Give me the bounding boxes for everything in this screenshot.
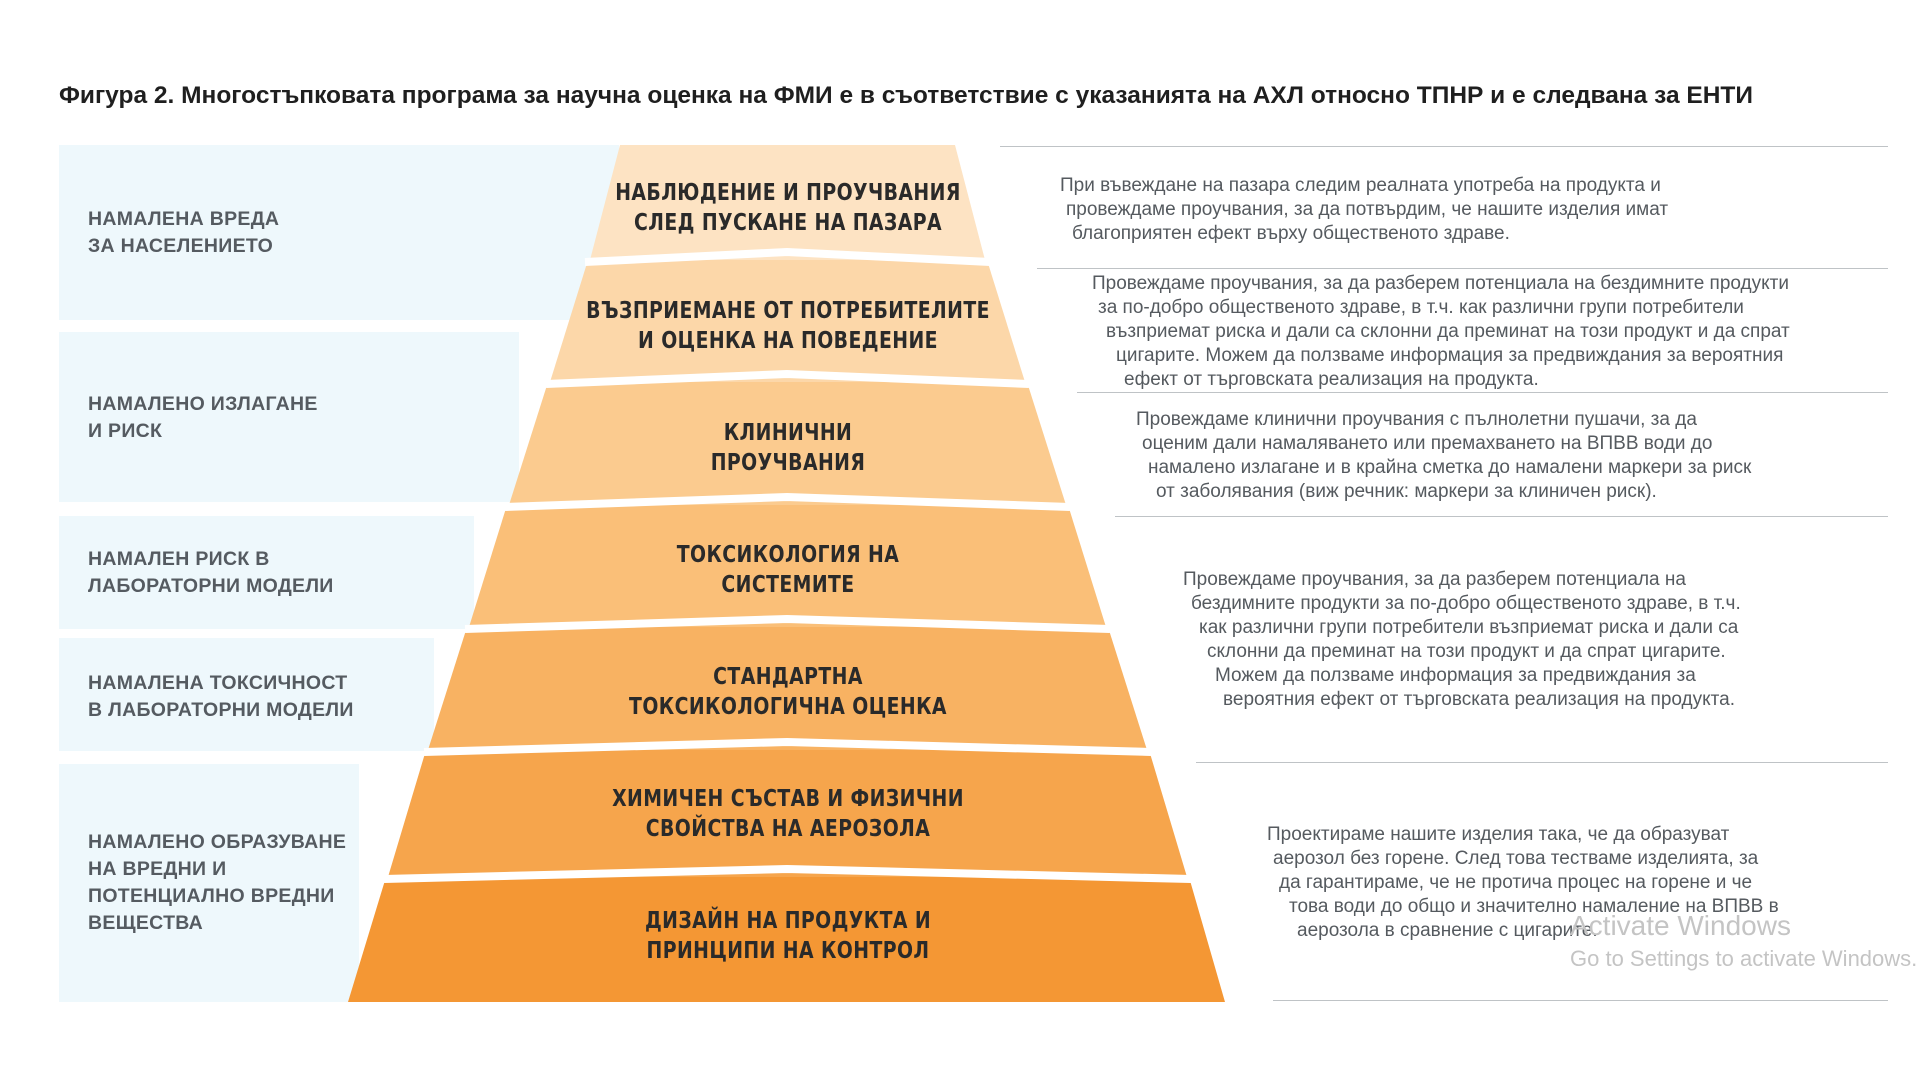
level-label-line: СТАНДАРТНА [713,664,863,690]
category-label-line: В ЛАБОРАТОРНИ МОДЕЛИ [88,699,354,721]
description-line: Проектираме нашите изделия така, че да образуват [1267,824,1730,845]
description-line: аерозол без горене. След това тестваме изделията, за [1273,848,1759,869]
description-line: При въвеждане на пазара следим реалната употреба на продукта и [1060,175,1661,196]
description-consumer-perception [1092,272,1790,392]
category-label-line: НАМАЛЕН РИСК В [88,548,270,570]
pyramid-level-7-label [645,906,931,966]
description-clinical-studies [1136,408,1751,504]
description-line: намалено излагане и в крайна сметка до намалени маркери за риск [1148,457,1752,478]
level-label-line: НАБЛЮДЕНИЕ И ПРОУЧВАНИЯ [615,180,961,206]
pyramid-level-1-label [615,178,961,238]
category-label-line: НАМАЛЕНО ИЗЛАГАНЕ [88,393,318,415]
pyramid-level-4-label [677,540,900,600]
description-line: за по-добро общественото здраве, в т.ч. как различни групи потребители [1098,297,1744,318]
description-line: Провеждаме клинични проучвания с пълнолетни пушачи, за да [1136,409,1697,430]
level-label-line: ВЪЗПРИЕМАНЕ ОТ ПОТРЕБИТЕЛИТЕ [586,298,990,324]
description-post-market [1060,174,1668,246]
figure-title: Фигура 2. Многостъпковата програма за научна оценка на ФМИ е в съответствие с указанията на АХЛ относно ТПНР и е следвана за ЕНТИ [59,82,1753,109]
description-divider [1037,268,1888,269]
activate-windows-watermark: Activate Windows [1570,910,1791,941]
pyramid-level-6-label [612,784,964,844]
category-label-line: НАМАЛЕНО ОБРАЗУВАНЕ [88,831,347,853]
description-divider [1115,516,1888,517]
description-line: склонни да преминат на този продукт и да спрат цигарите. [1207,641,1726,662]
description-line: от заболявания (виж речник: маркери за клиничен риск). [1156,481,1657,502]
category-label-line: ВЕЩЕСТВА [88,912,204,934]
level-label-line: СВОЙСТВА НА АЕРОЗОЛА [645,816,931,842]
level-label-line: ДИЗАЙН НА ПРОДУКТА И [644,908,932,934]
description-line: това води до общо и значително намаление на ВПВВ в [1289,896,1779,917]
description-divider [1196,762,1888,763]
pyramid-level-2-label [586,296,990,356]
description-line: цигарите. Можем да ползваме информация за предвиждания за вероятния [1116,345,1784,366]
pyramid-level-3-label [711,418,866,478]
category-label-line: ПОТЕНЦИАЛНО ВРЕДНИ [88,885,335,907]
level-label-line: ПРОУЧВАНИЯ [710,450,866,476]
level-label-line: ХИМИЧЕН СЪСТАВ И ФИЗИЧНИ [612,786,964,812]
description-line: Провеждаме проучвания, за да разберем потенциала на [1183,569,1686,590]
pyramid-level-5-label [629,662,947,722]
description-line: Можем да ползваме информация за предвиждания за [1215,665,1696,686]
level-label-line: ТОКСИКОЛОГИЯ НА [676,542,900,568]
description-divider [1000,146,1888,147]
description-line: бездимните продукти за по-добро общественото здраве, в т.ч. [1191,593,1741,614]
description-divider [1273,1000,1888,1001]
category-label-line: И РИСК [88,420,163,442]
description-divider [1077,392,1888,393]
description-line: как различни групи потребители възприемат риска и дали са [1199,617,1739,638]
activate-windows-hint: Go to Settings to activate Windows. [1570,946,1918,971]
description-line: Провеждаме проучвания, за да разберем потенциала на бездимните продукти [1092,273,1789,294]
description-line: благоприятен ефект върху общественото здраве. [1072,223,1510,244]
description-line: възприемат риска и дали са склонни да преминат на този продукт и да спрат [1106,321,1790,342]
level-label-line: СИСТЕМИТЕ [721,572,855,598]
description-line: провеждаме проучвания, за да потвърдим, че нашите изделия имат [1066,199,1669,220]
level-label-line: ТОКСИКОЛОГИЧНА ОЦЕНКА [629,694,947,720]
category-label-line: НАМАЛЕНА ТОКСИЧНОСТ [88,672,348,694]
description-line: аерозола в сравнение с цигарите. [1297,920,1598,941]
level-label-line: КЛИНИЧНИ [723,420,853,446]
description-line: ефект от търговската реализация на продукта. [1124,369,1539,390]
category-label-line: НАМАЛЕНА ВРЕДА [88,208,280,230]
description-toxicology [1183,568,1741,712]
level-label-line: ПРИНЦИПИ НА КОНТРОЛ [646,938,930,964]
category-label-line: НА ВРЕДНИ И [88,858,227,880]
level-label-line: И ОЦЕНКА НА ПОВЕДЕНИЕ [638,328,938,354]
description-line: да гарантираме, че не протича процес на горене и че [1279,872,1753,893]
category-label-line: ЗА НАСЕЛЕНИЕТО [88,235,274,257]
category-label-line: ЛАБОРАТОРНИ МОДЕЛИ [88,575,334,597]
description-line: вероятния ефект от търговската реализация на продукта. [1223,689,1735,710]
level-label-line: СЛЕД ПУСКАНЕ НА ПАЗАРА [634,210,942,236]
description-line: оценим дали намаляването или премахването на ВПВВ води до [1142,433,1713,454]
